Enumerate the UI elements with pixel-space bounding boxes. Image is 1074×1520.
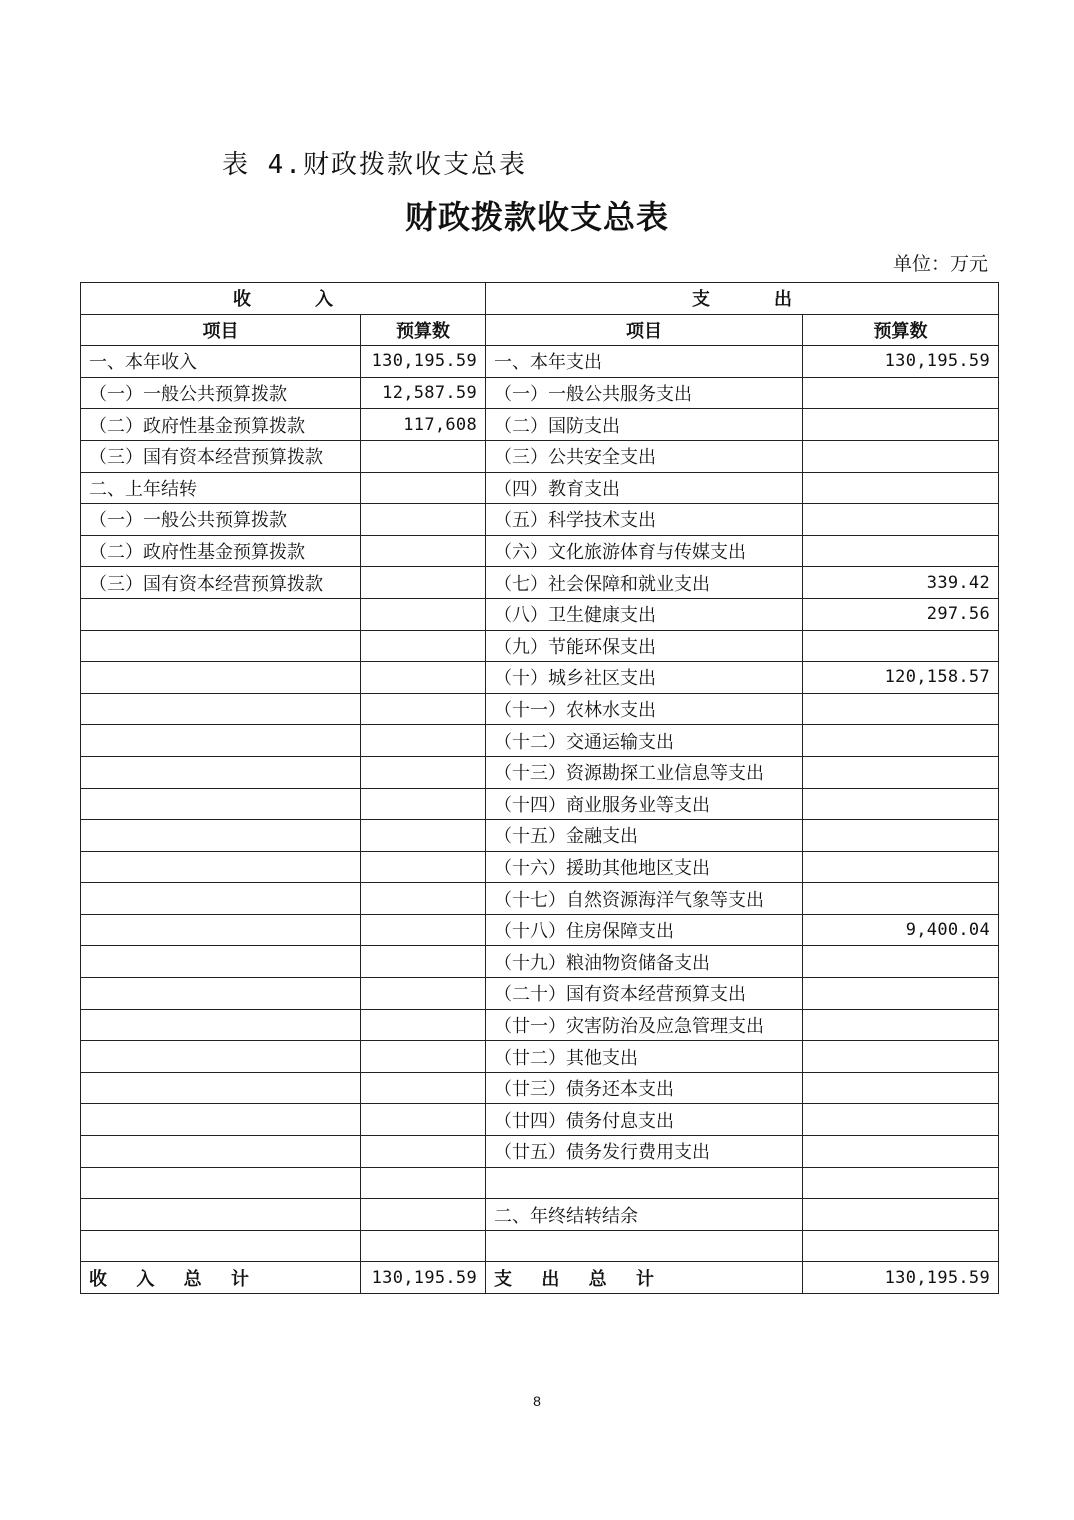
income-total-label: 收 入 总 计: [81, 1262, 361, 1294]
income-item-cell: [81, 1136, 361, 1168]
income-total-value: 130,195.59: [361, 1262, 486, 1294]
expense-budget-cell: [803, 1167, 999, 1199]
income-item-cell: （三）国有资本经营预算拨款: [81, 440, 361, 472]
expense-item-cell: （十三）资源勘探工业信息等支出: [486, 756, 803, 788]
expense-item-cell: （廿三）债务还本支出: [486, 1072, 803, 1104]
table-row: [81, 851, 999, 883]
income-budget-cell: 117,608: [361, 409, 486, 441]
expense-item-cell: （四）教育支出: [486, 472, 803, 504]
income-budget-cell: [361, 504, 486, 536]
table-row: [81, 440, 999, 472]
table-row: [81, 1230, 999, 1262]
expense-budget-cell: [803, 883, 999, 915]
page-title: 财政拨款收支总表: [404, 198, 669, 236]
expense-item-cell: （十八）住房保障支出: [486, 914, 803, 946]
income-item-cell: [81, 1041, 361, 1073]
expense-budget-cell: [803, 693, 999, 725]
table-body: [81, 346, 999, 1262]
table-row: [81, 346, 999, 378]
income-item-cell: （一）一般公共预算拨款: [81, 377, 361, 409]
income-item-cell: [81, 788, 361, 820]
expense-budget-cell: [803, 1230, 999, 1262]
income-item-cell: [81, 725, 361, 757]
expense-item-cell: [486, 1230, 803, 1262]
income-budget-cell: [361, 725, 486, 757]
income-item-cell: （一）一般公共预算拨款: [81, 504, 361, 536]
expense-budget-cell: [803, 630, 999, 662]
expense-budget-cell: [803, 1136, 999, 1168]
expense-item-cell: （八）卫生健康支出: [486, 598, 803, 630]
income-budget-cell: [361, 883, 486, 915]
income-budget-cell: [361, 662, 486, 694]
table-row: [81, 1009, 999, 1041]
income-budget-cell: [361, 756, 486, 788]
income-item-cell: [81, 820, 361, 852]
expense-budget-cell: [803, 535, 999, 567]
expense-budget-cell: [803, 504, 999, 536]
expense-item-cell: （十九）粮油物资储备支出: [486, 946, 803, 978]
expense-budget-cell: 120,158.57: [803, 662, 999, 694]
table-row: [81, 377, 999, 409]
expense-budget-cell: 297.56: [803, 598, 999, 630]
expense-item-cell: （七）社会保障和就业支出: [486, 567, 803, 599]
expense-budget-cell: 339.42: [803, 567, 999, 599]
total-row: [81, 1262, 999, 1294]
income-budget-cell: [361, 851, 486, 883]
table-row: [81, 820, 999, 852]
table-row: [81, 946, 999, 978]
income-budget-header: 预算数: [361, 314, 486, 346]
expense-budget-cell: [803, 756, 999, 788]
table-row: [81, 1041, 999, 1073]
expense-item-cell: （十七）自然资源海洋气象等支出: [486, 883, 803, 915]
income-item-cell: [81, 756, 361, 788]
table-row: [81, 409, 999, 441]
income-budget-cell: [361, 567, 486, 599]
income-budget-cell: [361, 535, 486, 567]
income-item-cell: [81, 693, 361, 725]
expense-item-cell: （一）一般公共服务支出: [486, 377, 803, 409]
expense-item-cell: （九）节能环保支出: [486, 630, 803, 662]
expense-budget-cell: [803, 978, 999, 1010]
expense-budget-cell: [803, 725, 999, 757]
table-row: [81, 1136, 999, 1168]
income-budget-cell: [361, 1041, 486, 1073]
expense-budget-cell: [803, 851, 999, 883]
income-item-cell: [81, 1009, 361, 1041]
income-item-cell: 二、上年结转: [81, 472, 361, 504]
expense-item-cell: （十五）金融支出: [486, 820, 803, 852]
expense-budget-cell: [803, 1104, 999, 1136]
expense-budget-cell: 9,400.04: [803, 914, 999, 946]
expense-total-label: 支 出 总 计: [486, 1262, 803, 1294]
expense-item-cell: （廿一）灾害防治及应急管理支出: [486, 1009, 803, 1041]
expense-item-cell: 二、年终结转结余: [486, 1199, 803, 1231]
expense-budget-cell: 130,195.59: [803, 346, 999, 378]
income-item-cell: [81, 1104, 361, 1136]
table-row: [81, 693, 999, 725]
income-section-header: 收 入: [81, 283, 486, 315]
expense-budget-cell: [803, 472, 999, 504]
expense-budget-header: 预算数: [803, 314, 999, 346]
table-caption: 表 4.财政拨款收支总表: [222, 150, 527, 180]
income-item-cell: 一、本年收入: [81, 346, 361, 378]
income-item-cell: [81, 914, 361, 946]
income-budget-cell: [361, 598, 486, 630]
column-header-row: [81, 314, 999, 346]
table-row: [81, 756, 999, 788]
income-budget-cell: [361, 440, 486, 472]
income-item-cell: [81, 630, 361, 662]
expense-item-header: 项目: [486, 314, 803, 346]
income-budget-cell: [361, 914, 486, 946]
income-budget-cell: [361, 1104, 486, 1136]
income-budget-cell: [361, 1136, 486, 1168]
expense-item-cell: （十四）商业服务业等支出: [486, 788, 803, 820]
expense-item-cell: （二）国防支出: [486, 409, 803, 441]
table-row: [81, 630, 999, 662]
table-row: [81, 504, 999, 536]
income-budget-cell: [361, 1167, 486, 1199]
expense-item-cell: （廿五）债务发行费用支出: [486, 1136, 803, 1168]
income-budget-cell: [361, 788, 486, 820]
expense-item-cell: （六）文化旅游体育与传媒支出: [486, 535, 803, 567]
income-budget-cell: [361, 946, 486, 978]
expense-item-cell: （十六）援助其他地区支出: [486, 851, 803, 883]
expense-item-cell: [486, 1167, 803, 1199]
expense-item-cell: （廿二）其他支出: [486, 1041, 803, 1073]
expense-item-cell: （十一）农林水支出: [486, 693, 803, 725]
income-item-cell: [81, 1230, 361, 1262]
income-budget-cell: [361, 978, 486, 1010]
income-budget-cell: [361, 1009, 486, 1041]
expense-item-cell: （五）科学技术支出: [486, 504, 803, 536]
table-row: [81, 662, 999, 694]
expense-budget-cell: [803, 820, 999, 852]
expense-item-cell: （廿四）债务付息支出: [486, 1104, 803, 1136]
income-item-cell: [81, 978, 361, 1010]
income-budget-cell: [361, 472, 486, 504]
expense-budget-cell: [803, 946, 999, 978]
budget-table: [80, 282, 999, 1294]
income-budget-cell: [361, 693, 486, 725]
income-item-cell: [81, 598, 361, 630]
table-row: [81, 472, 999, 504]
expense-item-cell: 一、本年支出: [486, 346, 803, 378]
income-budget-cell: [361, 1230, 486, 1262]
income-item-header: 项目: [81, 314, 361, 346]
expense-budget-cell: [803, 440, 999, 472]
expense-budget-cell: [803, 409, 999, 441]
expense-item-cell: （二十）国有资本经营预算支出: [486, 978, 803, 1010]
income-item-cell: [81, 851, 361, 883]
income-budget-cell: [361, 820, 486, 852]
income-item-cell: （二）政府性基金预算拨款: [81, 535, 361, 567]
table-row: [81, 598, 999, 630]
table-row: [81, 567, 999, 599]
income-budget-cell: [361, 1072, 486, 1104]
income-item-cell: [81, 1072, 361, 1104]
income-item-cell: （三）国有资本经营预算拨款: [81, 567, 361, 599]
income-budget-cell: [361, 1199, 486, 1231]
table-row: [81, 1199, 999, 1231]
expense-item-cell: （三）公共安全支出: [486, 440, 803, 472]
expense-budget-cell: [803, 1072, 999, 1104]
page-number: 8: [533, 1393, 541, 1409]
table-row: [81, 725, 999, 757]
table-row: [81, 978, 999, 1010]
table-row: [81, 883, 999, 915]
table-row: [81, 788, 999, 820]
table-row: [81, 1104, 999, 1136]
section-header-row: [81, 283, 999, 315]
income-item-cell: [81, 1167, 361, 1199]
expense-budget-cell: [803, 1009, 999, 1041]
income-budget-cell: 130,195.59: [361, 346, 486, 378]
income-budget-cell: 12,587.59: [361, 377, 486, 409]
expense-budget-cell: [803, 377, 999, 409]
income-item-cell: [81, 662, 361, 694]
income-budget-cell: [361, 630, 486, 662]
expense-budget-cell: [803, 788, 999, 820]
table-row: [81, 535, 999, 567]
table-row: [81, 1072, 999, 1104]
unit-label: 单位：万元: [892, 253, 988, 275]
income-item-cell: （二）政府性基金预算拨款: [81, 409, 361, 441]
expense-section-header: 支 出: [486, 283, 999, 315]
table-row: [81, 914, 999, 946]
table-row: [81, 1167, 999, 1199]
expense-item-cell: （十二）交通运输支出: [486, 725, 803, 757]
income-item-cell: [81, 946, 361, 978]
income-item-cell: [81, 883, 361, 915]
expense-item-cell: （十）城乡社区支出: [486, 662, 803, 694]
expense-budget-cell: [803, 1199, 999, 1231]
expense-total-value: 130,195.59: [803, 1262, 999, 1294]
expense-budget-cell: [803, 1041, 999, 1073]
income-item-cell: [81, 1199, 361, 1231]
